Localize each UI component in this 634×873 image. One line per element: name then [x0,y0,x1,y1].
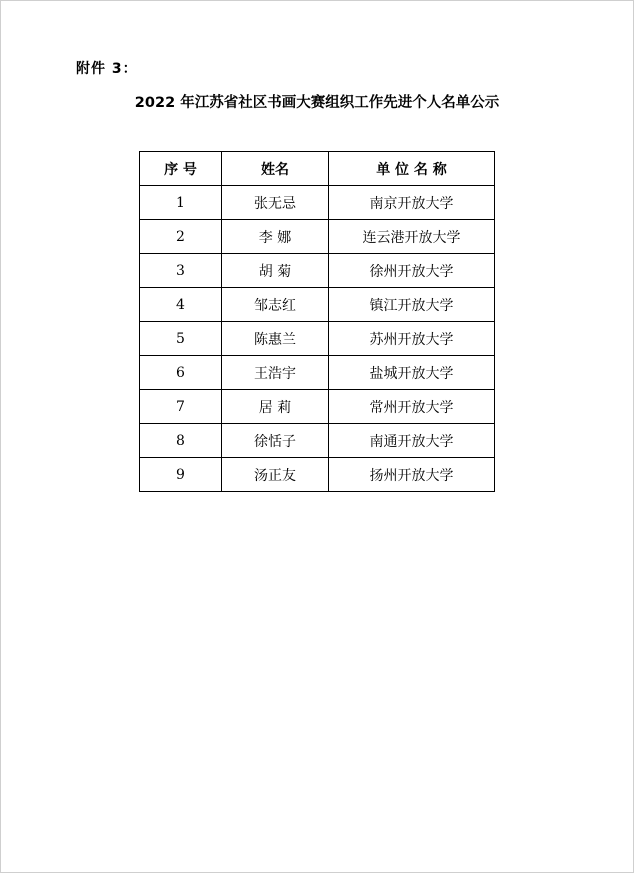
cell-name: 王浩宇 [222,356,329,390]
table-row [140,288,495,322]
table-row [140,220,495,254]
cell-unit: 镇江开放大学 [329,288,495,322]
cell-name: 胡 菊 [222,254,329,288]
cell-number: 5 [140,322,222,356]
cell-number: 2 [140,220,222,254]
table-row [140,424,495,458]
cell-unit: 徐州开放大学 [329,254,495,288]
table-row [140,356,495,390]
header-unit: 单 位 名 称 [329,152,495,186]
cell-number: 3 [140,254,222,288]
table-row [140,458,495,492]
table-row [140,254,495,288]
cell-unit: 扬州开放大学 [329,458,495,492]
cell-unit: 南通开放大学 [329,424,495,458]
cell-name: 陈惠兰 [222,322,329,356]
cell-number: 8 [140,424,222,458]
cell-number: 6 [140,356,222,390]
cell-name: 张无忌 [222,186,329,220]
cell-number: 9 [140,458,222,492]
cell-unit: 盐城开放大学 [329,356,495,390]
header-name: 姓名 [222,152,329,186]
cell-unit: 苏州开放大学 [329,322,495,356]
cell-name: 居 莉 [222,390,329,424]
cell-name: 邹志红 [222,288,329,322]
attachment-label: 附件 3： [76,61,138,77]
cell-number: 4 [140,288,222,322]
table-row [140,186,495,220]
cell-name: 汤正友 [222,458,329,492]
cell-number: 7 [140,390,222,424]
document-title: 2022 年江苏省社区书画大赛组织工作先进个人名单公示 [134,95,500,111]
table-row [140,322,495,356]
header-number: 序 号 [140,152,222,186]
cell-unit: 常州开放大学 [329,390,495,424]
cell-number: 1 [140,186,222,220]
table-row [140,390,495,424]
table-header-row [140,152,495,186]
cell-name: 徐恬子 [222,424,329,458]
roster-table [139,151,495,492]
cell-name: 李 娜 [222,220,329,254]
cell-unit: 南京开放大学 [329,186,495,220]
cell-unit: 连云港开放大学 [329,220,495,254]
